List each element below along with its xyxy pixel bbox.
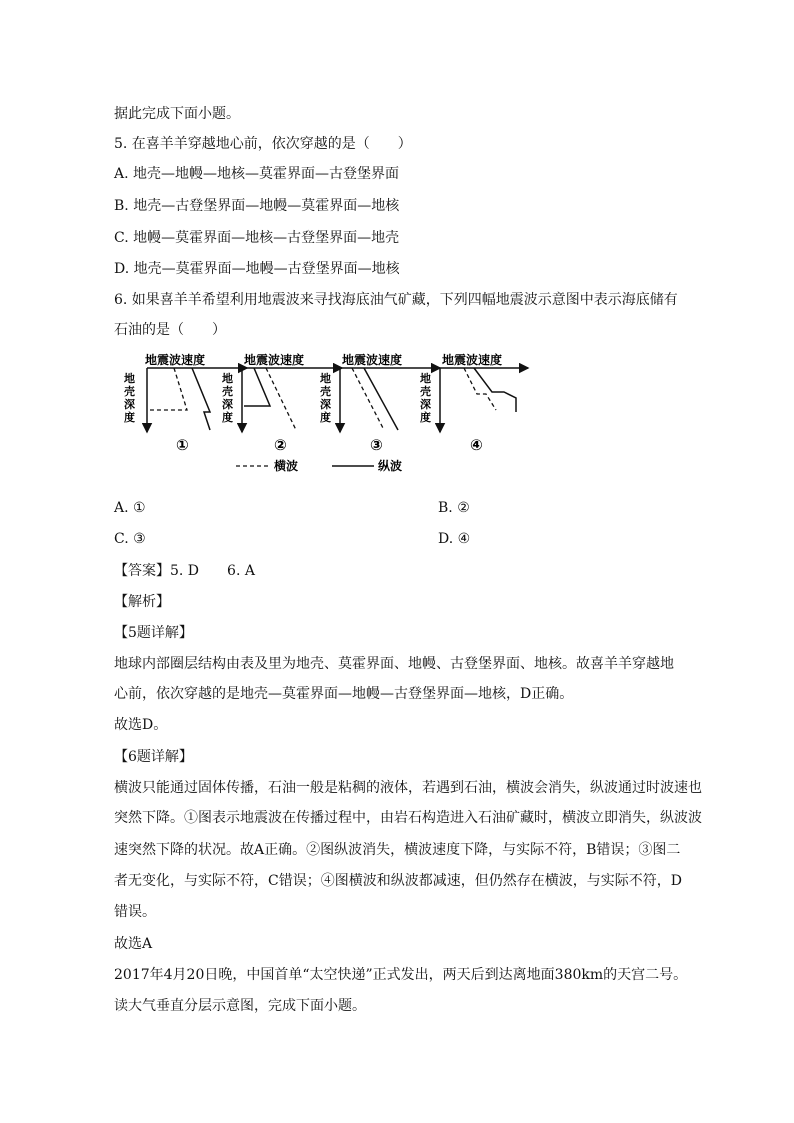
depth-axis-char: 地 (124, 372, 135, 385)
panel-number: ② (274, 436, 287, 454)
q5-option-b: B. 地壳—古登堡界面—地幔—莫霍界面—地核 (114, 198, 400, 214)
speed-axis-label: 地震波速度 (442, 353, 503, 367)
speed-axis-label: 地震波速度 (342, 353, 403, 367)
depth-axis-char: 度 (222, 411, 233, 424)
q6-conclusion: 故选A (114, 936, 153, 952)
panel-number: ④ (470, 436, 483, 454)
q6-detail-line: 突然下降。①图表示地震波在传播过程中，由岩石构造进入石油矿藏时，横波立即消失，纵波波 (114, 810, 702, 826)
depth-axis-char: 深 (222, 398, 233, 411)
q5-option-a: A. 地壳—地幔—地核—莫霍界面—古登堡界面 (114, 166, 400, 182)
legend-transverse-label: 横波 (274, 459, 299, 473)
figure-legend (236, 458, 402, 473)
depth-axis-char: 壳 (420, 385, 431, 398)
q6-detail-line: 横波只能通过固体传播，石油一般是粘稠的液体，若遇到石油，横波会消失，纵波通过时波速也 (114, 780, 702, 796)
question-6-stem-line1: 6. 如果喜羊羊希望利用地震波来寻找海底油气矿藏，下列四幅地震波示意图中表示海底储有 (114, 292, 678, 308)
q6-option-b: B. ② (438, 500, 470, 516)
panel-number: ① (176, 436, 189, 454)
answer-line: 【答案】5. D 6. A (114, 563, 255, 579)
depth-axis-char: 壳 (124, 385, 135, 398)
depth-axis-char: 壳 (222, 385, 233, 398)
next-context-line: 读大气垂直分层示意图，完成下面小题。 (114, 998, 366, 1014)
q6-detail-heading: 【6题详解】 (114, 749, 193, 765)
depth-axis-char: 深 (420, 398, 431, 411)
depth-axis-char: 地 (222, 372, 233, 385)
depth-axis-char: 地 (420, 372, 431, 385)
q6-detail-line: 错误。 (114, 904, 156, 920)
depth-axis-char: 地 (320, 372, 331, 385)
legend-longitudinal-label: 纵波 (378, 459, 403, 473)
question-5-stem: 5. 在喜羊羊穿越地心前，依次穿越的是（ ） (114, 136, 412, 152)
q6-option-c: C. ③ (114, 531, 146, 547)
q6-detail-line: 速突然下降的状况。故A正确。②图纵波消失，横波速度下降，与实际不符，B错误；③图二 (114, 842, 681, 858)
q5-detail-heading: 【5题详解】 (114, 625, 193, 641)
intro-text: 据此完成下面小题。 (114, 106, 240, 122)
speed-axis-label: 地震波速度 (145, 353, 206, 367)
q5-conclusion: 故选D。 (114, 717, 168, 733)
depth-axis-char: 壳 (320, 385, 331, 398)
depth-axis-char: 深 (320, 398, 331, 411)
depth-axis-char: 深 (124, 398, 135, 411)
seismic-wave-figure (112, 350, 532, 480)
q6-detail-line: 者无变化，与实际不符，C错误；④图横波和纵波都减速，但仍然存在横波，与实际不符，D (114, 873, 682, 889)
analysis-heading: 【解析】 (114, 594, 170, 610)
question-6-stem-line2: 石油的是（ ） (114, 322, 226, 338)
seismic-wave-diagram (112, 350, 532, 480)
panel-number: ③ (370, 436, 383, 454)
speed-axis-label: 地震波速度 (244, 353, 305, 367)
depth-axis-char: 度 (420, 411, 431, 424)
q5-option-d: D. 地壳—莫霍界面—地幔—古登堡界面—地核 (114, 261, 400, 277)
q6-option-a: A. ① (114, 500, 146, 516)
depth-axis-char: 度 (124, 411, 135, 424)
q5-option-c: C. 地幔—莫霍界面—地核—古登堡界面—地壳 (114, 230, 400, 246)
q5-detail-line: 地球内部圈层结构由表及里为地壳、莫霍界面、地幔、古登堡界面、地核。故喜羊羊穿越地 (114, 656, 674, 672)
q6-option-d: D. ④ (438, 531, 471, 547)
next-context-line: 2017年4月20日晚，中国首单“太空快递”正式发出，两天后到达离地面380km的天宫二号。 (114, 967, 688, 983)
q5-detail-line: 心前，依次穿越的是地壳—莫霍界面—地幔—古登堡界面—地核，D正确。 (114, 686, 574, 702)
depth-axis-char: 度 (320, 411, 331, 424)
